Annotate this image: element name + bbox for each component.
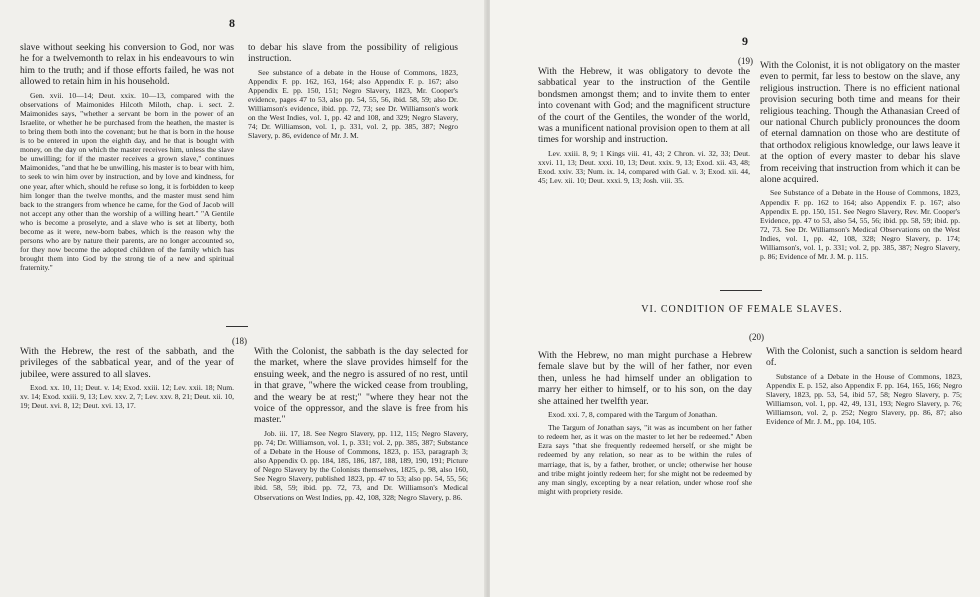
left-divider-rule bbox=[226, 326, 248, 327]
right-section-number-top: (19) bbox=[738, 56, 753, 66]
right-bottom-right-note: Substance of a Debate in the House of Commons, 1823, Appendix E. p. 152, also Appendix F. pp. 164, 165, 166; Negro Slavery, 1823, pp. 53, 54, ibid 57, 58; Negro Slavery, p. 75; Williamson, vol. 1, pp. 42, 49, 131, 193; Negro Slavery, p. 76; Williamson, vol. 2, p. 252; Negro Slavery, pp. 86, 87; also Evidence of Mr. J. M., pp. 104, 105. bbox=[766, 371, 962, 427]
right-top-right-block bbox=[760, 60, 960, 282]
left-top-left-text: slave without seeking his conversion to God, nor was he for a twelvemonth to relax in his endeavours to win him to the truth; and if those efforts failed, he was not allowed to retain him in his household. bbox=[20, 42, 234, 88]
left-bottom-left-block bbox=[20, 346, 234, 426]
left-top-left-note: Gen. xvii. 10—14; Deut. xxix. 10—13, compared with the observations of Maimonides Hilcoth Miloth, chap. i. sect. 2. Maimonides says, "whether a servant be born in the power of an Israelite, or whether he be purchased from the heathen, the master is to bring them both into the covenant; but he that is born in the house is to be entered in upon the eighth day, and he that is bought with money, on the day on which the master receives him, unless the slave be unwilling; for if the master receives a grown slave," continues Maimonides, "and that he be unwilling, his master is to bear with him, to seek to win him over by instruction, and by love and kindness, for one year, after which, should he refuse so long, it is forbidden to keep him longer than the twelve months, and the master must send him back to the strangers from whence he came, for the God of Jacob will not accept any other than the worship of a willing heart." "A Gentile who is become a proselyte, and a slave who is set at liberty, both become as it were, new-born babes, which is the reason why the persons who are by nature their parents, are no longer accounted so, for they now become the adopted children of the family which has brought them into God by the strong tie of a new and spiritual fraternity." bbox=[20, 90, 234, 273]
right-bottom-left-block bbox=[538, 350, 752, 540]
section-title: VI. CONDITION OF FEMALE SLAVES. bbox=[641, 304, 843, 315]
left-top-left-block bbox=[20, 42, 234, 338]
left-top-right-note: See substance of a debate in the House of Commons, 1823, Appendix F. pp. 162, 163, 164; also Appendix F. p. 167; also Appendix E. pp. 150, 151; Negro Slavery, 1823, Mr. Cooper's evidence, pages 47 to 53, also pp. 54, 55, 56, ibid. 58, 59; also Dr. Williamson's evidence, ibid. pp. 72, 73; see Dr. Williamson's work on the West Indies, vol. 1, pp. 42 and 108, and 329; Negro Slavery, 74; Dr. Williamson, vol. 1, p. 331, vol. 2, pp. 385, 387; Negro Slavery, p. 86, evidence of Mr. J. M. bbox=[248, 67, 458, 141]
right-top-right-text: With the Colonist, it is not obligatory on the master even to permit, far less to bestow on the slave, any religious instruction. There is no efficient national provision securing both time and means for their religious teaching. Though the Athanasian Creed of our national Church publicly pronounces the doom of eternal damnation on those who are destitute of that orthodox religious knowledge, our laws leave it at the option of every master to debar his slave from receiving that instruction from which it can be alone acquired. bbox=[760, 60, 960, 186]
right-top-left-note: Lev. xxiii. 8, 9; 1 Kings viii. 41, 43; 2 Chron. vi. 32, 33; Deut. xxvi. 11, 13; Deut. xxxi. 10, 13; Deut. xxix. 9, 13; Exod. xii. 43, 48; Exod. xxiv. 33; Num. ix. 14, compared with Gal. v. 3; Exod. xii. 44, 45; Lev. xii. 10; Deut. xxxi. 9, 13; Josh. viii. 35. bbox=[538, 148, 750, 186]
right-page-number: 9 bbox=[742, 34, 748, 48]
right-divider-rule bbox=[720, 290, 762, 291]
right-bottom-right-text: With the Colonist, such a sanction is seldom heard of. bbox=[766, 346, 962, 369]
left-bottom-right-text: With the Colonist, the sabbath is the day selected for the market, where the slave provides himself for the ensuing week, and the negro is assured of no rest, until in that grave, "where the wicked cease from troubling, and the weary be at rest;" "where they hear not the voice of the oppressor, and the slave is free from his master." bbox=[254, 346, 468, 426]
right-section-number-bottom: (20) bbox=[749, 332, 764, 342]
right-top-right-note: See Substance of a Debate in the House of Commons, 1823, Appendix F. pp. 162 to 164; also Appendix F. p. 167; also Appendix E. pp. 150, 151. See Negro Slavery, Rev. Mr. Cooper's Evidence, pp. 47 to 53, also 54, 55, 56; ibid. pp. 58, 59; ibid. pp. 72, 73. See Dr. Williamson's Medical Observations on the West Indies, vol. 1, pp. 42, 108, 328; Negro Slavery, p. 174; Williamson's, vol. 1, p. 331; vol. 2, pp. 385, 387; Negro Slavery, p. 86; Evidence of Mr. J. M. p. 115. bbox=[760, 188, 960, 262]
left-bottom-left-note: Exod. xx. 10, 11; Deut. v. 14; Exod. xxiii. 12; Lev. xxii. 18; Num. xv. 14; Exod. xxiii. 9, 13; Lev. xxv. 2, 7; Lev. xxv. 8, 21; Deut. xii. 10, 19; Deut. xvi. 8, 12; Deut. xvi. 13, 17. bbox=[20, 383, 234, 411]
left-page-number: 8 bbox=[229, 16, 235, 30]
left-bottom-right-note: Job. iii. 17, 18. See Negro Slavery, pp. 112, 115; Negro Slavery, pp. 74; Dr. Williamson, vol. 1, p. 331; vol. 2, pp. 385, 387; Substance of a Debate in the House of Commons, 1823, p. 153, paragraph 3; also Appendix O. pp. 184, 185, 186, 187, 188, 189, 190, 191; Picture of Negro Slavery by the Colonists themselves, 1825, p. 98, also 160, See Negro Slavery, published 1823, pp. 47 to 53; also pp. 54, 55, 56; ibid. 58, 59; ibid. pp. 72, 73, and Dr. Williamson's Medical Observations on West Indies, pp. 42, 108, 328; Negro Slavery, p. 86. bbox=[254, 428, 468, 502]
left-section-number: (18) bbox=[232, 336, 247, 346]
right-bottom-left-ref: Exod. xxi. 7, 8, compared with the Targum of Jonathan. bbox=[548, 410, 718, 420]
right-bottom-left-note: The Targum of Jonathan says, "it was as incumbent on her father to redeem her, as it was on the master to let her be redeemed." Aben Ezra says "that she frequently redeemed herself, or she might be redeemed by any relation, so near as to be within the rules of marriage, that is, by a father, brother, or uncle; otherwise her house and tribe might jointly redeem her; for she might not be redeemed by any man singly, excepting by a near relation, under whose roof she might with propriety reside. bbox=[538, 423, 752, 496]
left-bottom-left-text: With the Hebrew, the rest of the sabbath, and the privileges of the sabbatical year, and of the year of jubilee, were assured to all slaves. bbox=[20, 346, 234, 380]
left-page bbox=[0, 0, 486, 597]
right-bottom-left-text: With the Hebrew, no man might purchase a Hebrew female slave but by the will of her father, nor even then, unless he had himself under an obligation to marry her either to himself, or to his son, on the day she attained her twelfth year. bbox=[538, 350, 752, 407]
left-top-right-text: to debar his slave from the possibility of religious instruction. bbox=[248, 42, 458, 65]
right-bottom-right-block bbox=[766, 346, 962, 456]
left-bottom-right-block bbox=[254, 346, 468, 536]
right-top-left-text: With the Hebrew, it was obligatory to devote the sabbatical year to the instruction of the Gentile bondsmen amongst them; and to invite them to enter into covenant with God; and the magnificent structure of the court of the Gentiles, the wonder of the world, was a munificent national provision open to them at all times for worship and instruction. bbox=[538, 66, 750, 146]
left-top-right-block bbox=[248, 42, 458, 172]
right-top-left-block bbox=[538, 66, 750, 216]
